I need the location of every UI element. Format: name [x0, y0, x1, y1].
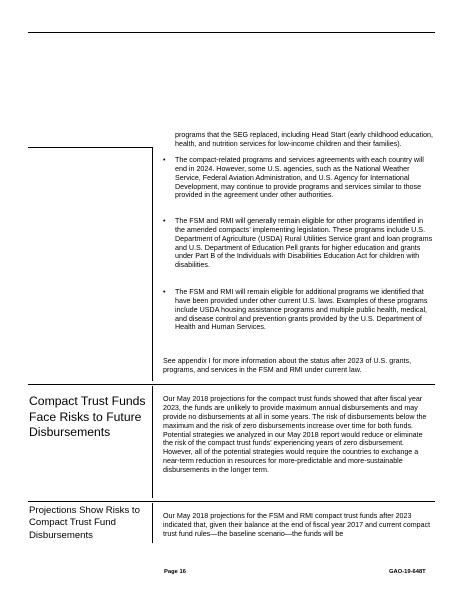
bullet-text: The FSM and RMI will remain eligible for additional programs we identified that have been provided under other current U.S. laws. Examples of these programs include USDA housing assistance programs and multiple public health, medical, and disease control and prevention grants provided by the U.S. Department of Health and Human Services.: [175, 288, 428, 332]
column-divider: [152, 147, 153, 381]
subsection-rule: [28, 501, 435, 502]
appendix-note: See appendix I for more information about the status after 2023 of U.S. grants, programs, and services in the FSM and RMI under current law.: [163, 357, 412, 374]
bullet-text: The compact-related programs and services agreements with each country will end in 2024. However, some U.S. agencies, such as the National Weather Service, Federal Aviation Administration, and U.S. Agency for International Development, may continue to provide programs and services similar to those provided in the agreement under other authorities.: [175, 156, 424, 200]
subsection-body: Our May 2018 projections for the FSM and RMI compact trust funds after 2023 indicated that, given their balance at the end of fiscal year 2017 and current compact trust fund rules—the baseline scenario—the funds will be: [163, 512, 431, 538]
page-number: Page 16: [164, 569, 186, 575]
section-heading: Compact Trust Funds Face Risks to Future Disbursements: [29, 394, 146, 440]
section-rule: [28, 384, 435, 385]
section-body: Our May 2018 projections for the compact trust funds showed that after fiscal year 2023, the funds are unlikely to provide maximum annual disbursements and may provide no disbursements at all in some years. The risk of disbursements below the maximum and the risk of zero disbursements increase over time for both funds. Potential strategies we analyzed in our May 2018 report would reduce or eliminate the risk of the compact trust funds’ experiencing years of zero disbursement. However, all of the potential strategies would require the countries to exchange a near-term reduction in resources for more-predictable and more-sustainable disbursements in the longer term.: [163, 395, 427, 474]
subsection-heading: Projections Show Risks to Compact Trust Fund Disbursements: [29, 505, 140, 541]
bullet-marker: •: [163, 288, 166, 296]
continuation-paragraph: programs that the SEG replaced, including Head Start (early childhood education, health, and nutrition services for low-income children and their families).: [175, 131, 434, 148]
sidebar-rule: [28, 147, 152, 148]
report-number: GAO-19-648T: [389, 569, 426, 575]
bullet-text: The FSM and RMI will generally remain eligible for other programs identified in the amended compacts’ implementing legislation. These programs include U.S. Department of Agriculture (USDA) Rural Utilities Service grant and loan programs and U.S. Department of Education Pell grants for higher education and grants under Part B of the Individuals with Disabilities Education Act for children with disabilities.: [175, 217, 433, 270]
bullet-marker: •: [163, 217, 166, 225]
header-rule: [28, 32, 435, 33]
bullet-marker: •: [163, 156, 166, 164]
